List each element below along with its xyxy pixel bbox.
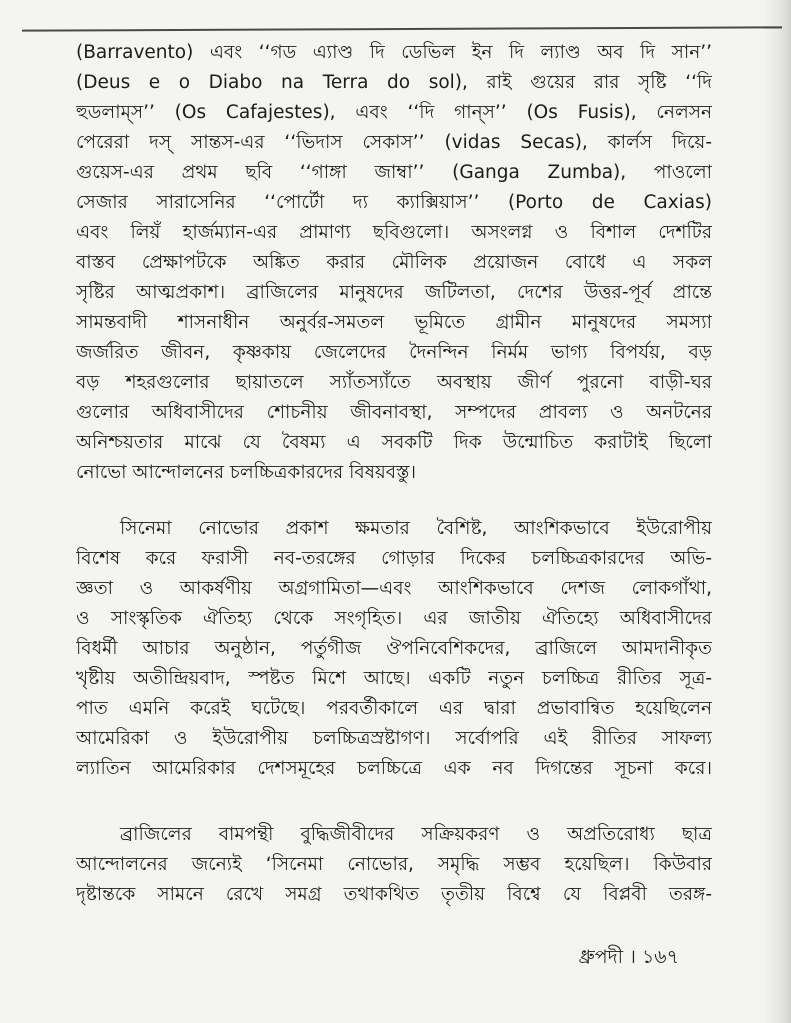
page-edge-shadow [763, 0, 791, 1023]
text-line: (Deus e o Diabo na Terra do sol), রাই গুয়ের রার সৃষ্টি ‘‘দি [76, 72, 712, 93]
text-line: আমেরিকা ও ইউরোপীয় চলচ্চিত্রস্রষ্টাগণ। সর্বোপরি এই রীতির সাফল্য [76, 728, 712, 749]
text-line: সেজার সারাসেনির ‘‘পোর্টো দ্য ক্যাক্সিয়াস’’ (Porto de Caxias) [76, 192, 712, 213]
text-line: আন্দোলনের জন্যেই ‘সিনেমা নোভোর, সমৃদ্ধি সম্ভব হয়েছিল। কিউবার [76, 854, 712, 875]
text-line: সিনেমা নোভোর প্রকাশ ক্ষমতার বৈশিষ্ট, আংশিকভাবে ইউরোপীয় [120, 518, 712, 539]
footer-separator: । [629, 946, 636, 968]
text-line: দৃষ্টান্তকে সামনে রেখে সমগ্র তথাকথিত তৃতীয় বিশ্বে যে বিপ্লবী তরঙ্গ- [76, 884, 712, 905]
text-line: বাস্তব প্রেক্ষাপটকে অঙ্কিত করার মৌলিক প্রয়োজন বোধে এ সকল [76, 252, 712, 273]
text-line: জর্জরিত জীবন, কৃষ্ণকায় জেলেদের দৈনন্দিন নির্মম ভাগ্য বিপর্যয়, বড় [76, 342, 712, 363]
text-line: বিশেষ করে ফরাসী নব-তরঙ্গের গোড়ার দিকের চলচ্চিত্রকারদের অভি- [76, 548, 712, 569]
text-line: গুলোর অধিবাসীদের শোচনীয় জীবনাবস্থা, সম্পদের প্রাবল্য ও অনটনের [76, 402, 712, 423]
text-line: সৃষ্টির আত্মপ্রকাশ। ব্রাজিলের মানুষদের জটিলতা, দেশের উত্তর-পূর্ব প্রান্তে [76, 282, 712, 303]
text-line: নোভো আন্দোলনের চলচ্চিত্রকারদের বিষয়বস্তু। [76, 462, 417, 483]
text-line: (Barravento) এবং ‘‘গড এ্যাণ্ড দি ডেভিল ইন দি ল্যাণ্ড অব দি সান’’ [76, 42, 712, 63]
text-line: সামন্তবাদী শাসনাধীন অনুর্বর-সমতল ভূমিতে গ্রামীন মানুষদের সমস্যা [76, 312, 712, 333]
text-line: গুয়েস-এর প্রথম ছবি ‘‘গাঙ্গা জাম্বা’’ (Ganga Zumba), পাওলো [76, 162, 712, 183]
text-line: এবং লিয়ঁ হার্জম্যান-এর প্রামাণ্য ছবিগুলো। অসংলগ্ন ও বিশাল দেশটির [76, 222, 712, 243]
page-number: ১৬৭ [641, 946, 679, 968]
text-line: জ্ঞতা ও আকর্ষণীয় অগ্রগামিতা—এবং আংশিকভাবে দেশজ লোকগাঁথা, [76, 578, 712, 599]
page-footer [579, 945, 679, 969]
paragraph-1 [76, 38, 712, 488]
journal-name: ধ্রুপদী [578, 946, 624, 968]
text-line: বড় শহরগুলোর ছায়াতলে স্যাঁতস্যাঁতে অবস্থায় জীর্ণ পুরনো বাড়ী-ঘর [76, 372, 712, 393]
text-line: ও সাংস্কৃতিক ঐতিহ্য থেকে সংগৃহিত। এর জাতীয় ঐতিহ্যে অধিবাসীদের [76, 608, 712, 629]
text-line: ল্যাতিন আমেরিকার দেশসমূহের চলচ্চিত্রে এক নব দিগন্তের সূচনা করে। [76, 758, 712, 779]
text-line: অনিশ্চয়তার মাঝে যে বৈষম্য এ সবকটি দিক উন্মোচিত করাটাই ছিলো [76, 432, 712, 453]
paragraph-2 [76, 514, 712, 784]
text-line: পাত এমনি করেই ঘটেছে। পরবর্তীকালে এর দ্বারা প্রভাবান্বিত হয়েছিলেন [76, 698, 712, 719]
text-line: খৃষ্টীয় অতীন্দ্রিয়বাদ, স্পষ্টত মিশে আছে। একটি নতুন চলচ্চিত্র রীতির সূত্র- [76, 668, 712, 689]
top-rule [22, 26, 782, 31]
text-line: হুডলাম্‌স’’ (Os Cafajestes), এবং ‘‘দি গান্‌স’’ (Os Fusis), নেলসন [76, 102, 712, 123]
text-line: পেরেরা দস্‌ সান্তস-এর ‘‘ভিদাস সেকাস’’ (vidas Secas), কার্লস দিয়ে- [76, 132, 712, 153]
text-line: বিধর্মী আচার অনুষ্ঠান, পর্তুগীজ ঔপনিবেশিকদের, ব্রাজিলে আমদানীকৃত [76, 638, 712, 659]
paragraph-3 [76, 820, 712, 910]
text-line: ব্রাজিলের বামপন্থী বুদ্ধিজীবীদের সক্রিয়করণ ও অপ্রতিরোধ্য ছাত্র [120, 824, 712, 845]
